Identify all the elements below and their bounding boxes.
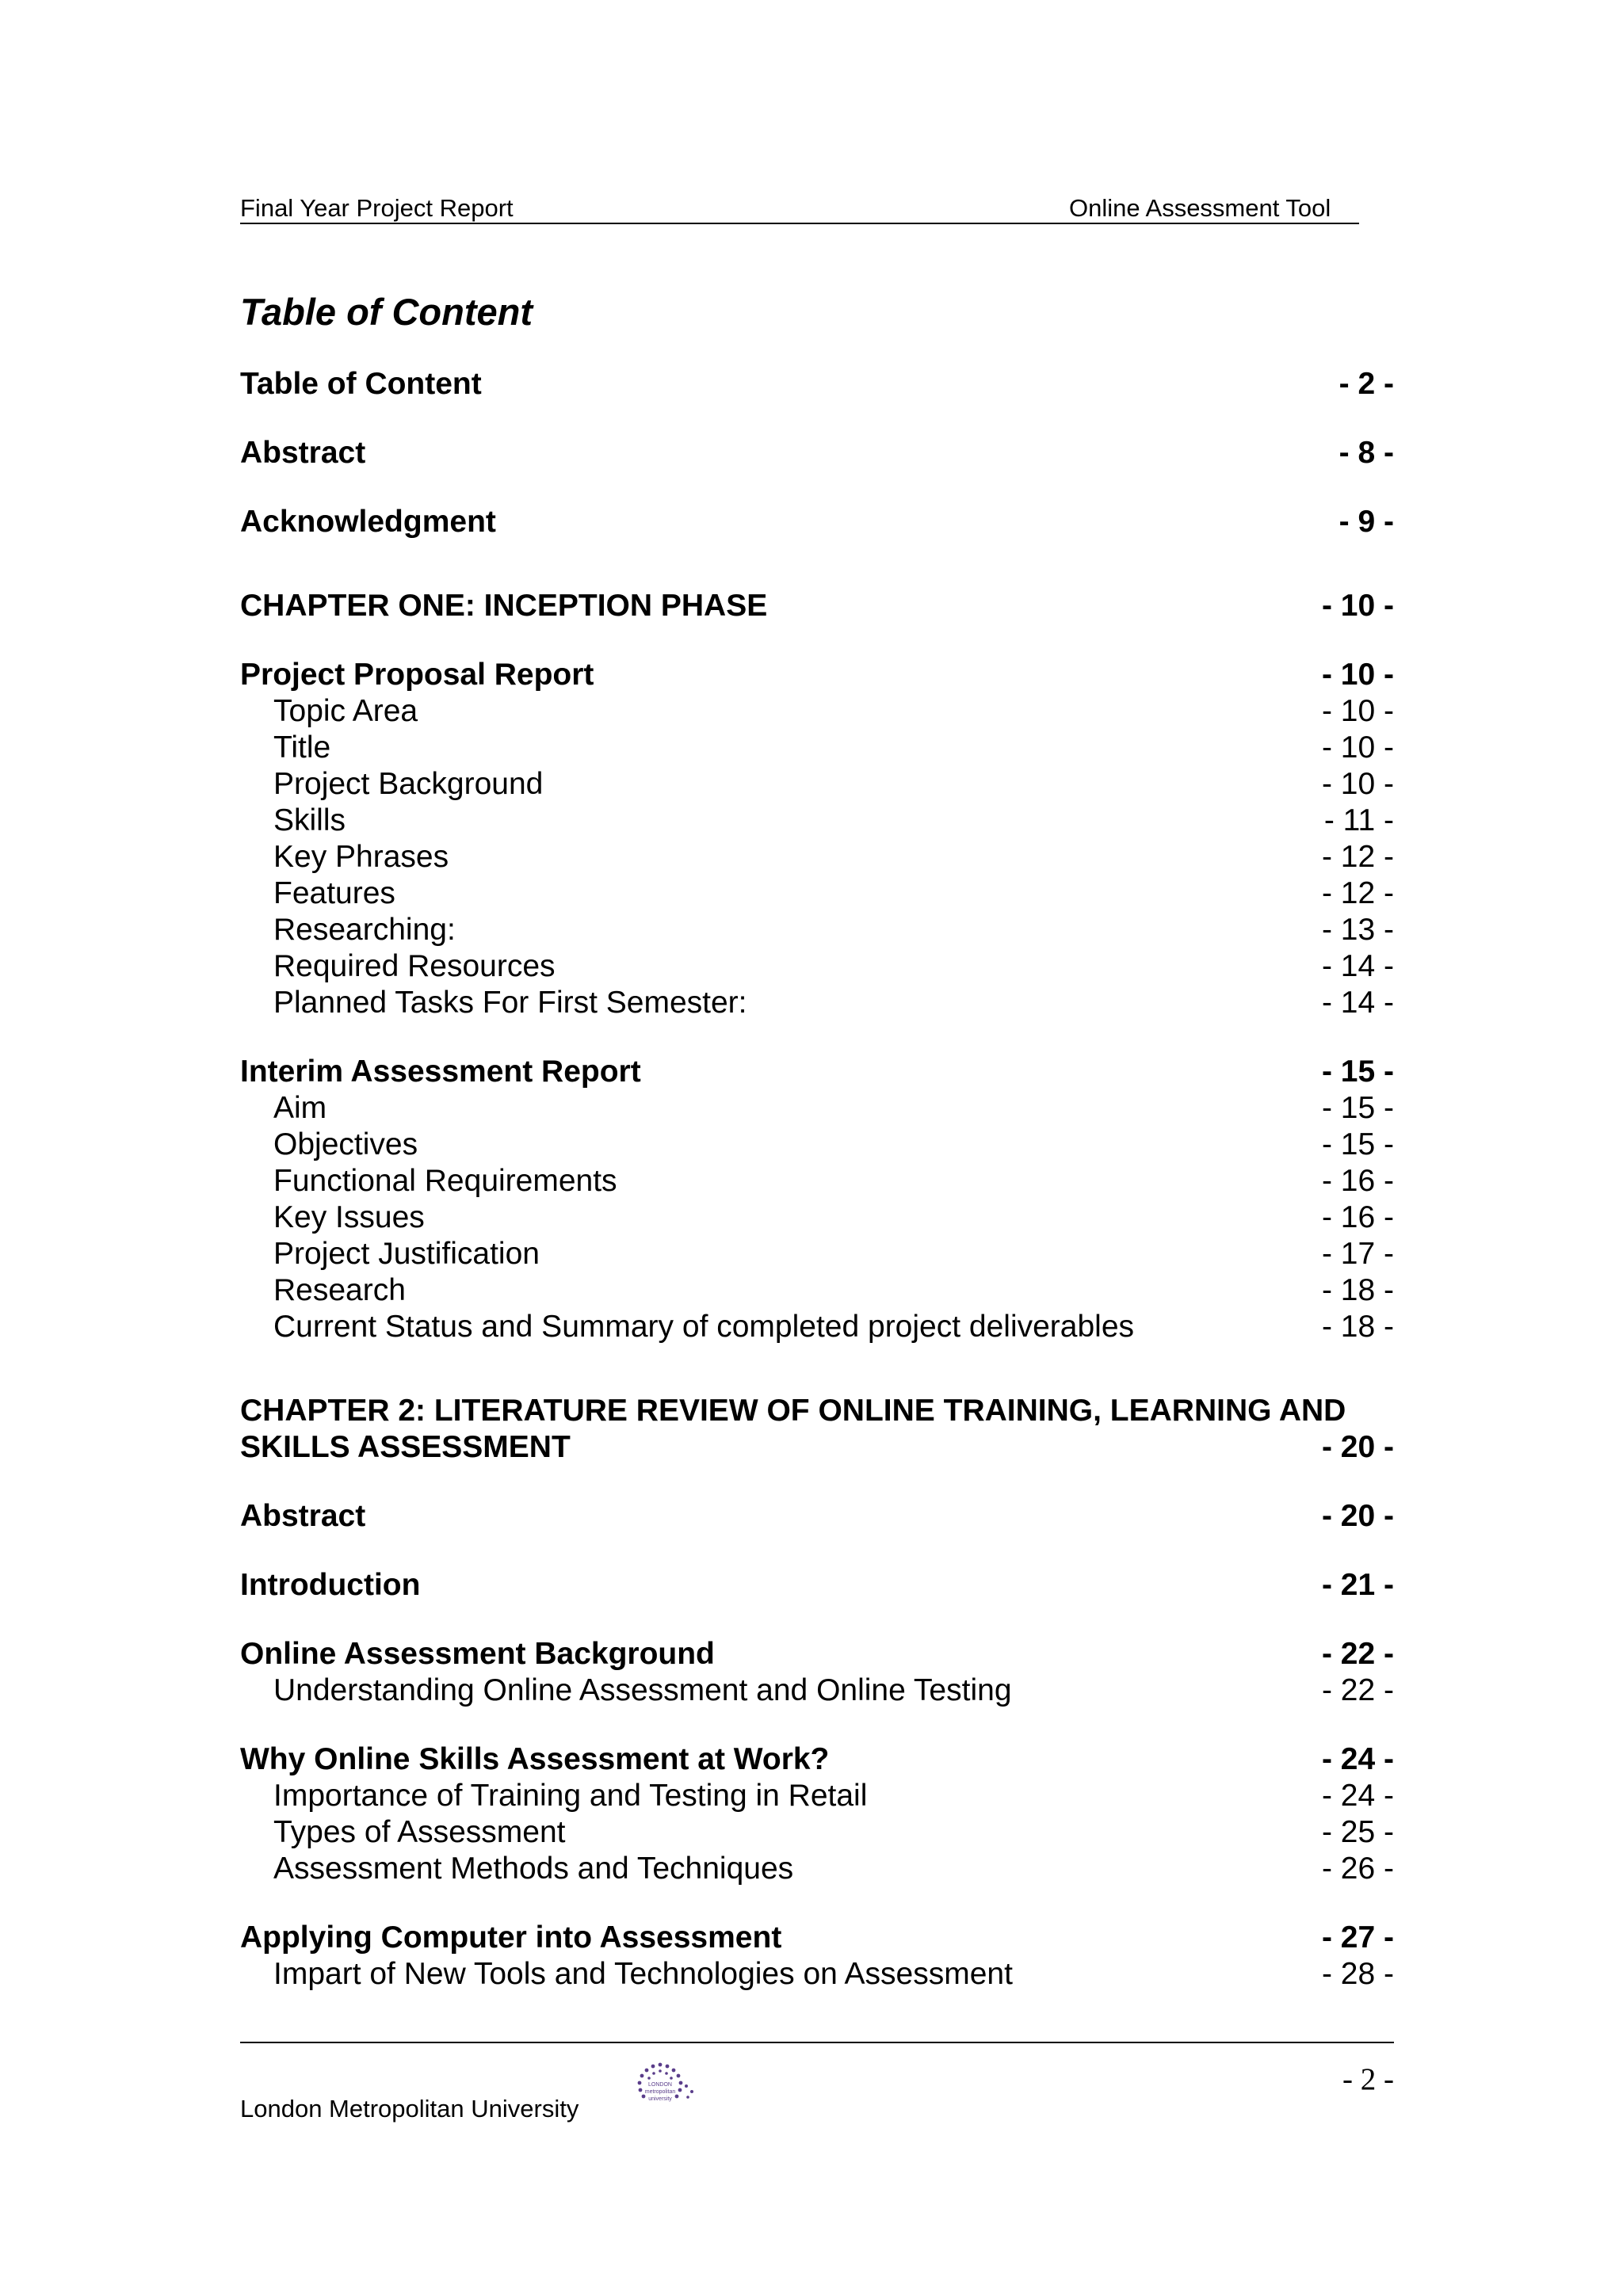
toc-entry-title: Abstract (240, 1499, 366, 1533)
toc-entry-title: Types of Assessment (273, 1815, 566, 1849)
toc-entry (240, 985, 1394, 1021)
toc-entry-page: - 27 - (1321, 1920, 1394, 1955)
toc-entry-title: SKILLS ASSESSMENT (240, 1430, 571, 1464)
toc-heading: Table of Content (240, 291, 533, 333)
toc-entry (240, 1636, 1394, 1672)
toc-entry-page: - 20 - (1321, 1499, 1394, 1533)
toc-entry-page: - 14 - (1321, 986, 1394, 1020)
toc-entry (240, 1498, 1394, 1535)
toc-entry-title: Objectives (273, 1127, 418, 1161)
header-left-text: Final Year Project Report (240, 194, 514, 222)
toc-entry-page: - 24 - (1321, 1742, 1394, 1776)
toc-entry-title: Planned Tasks For First Semester: (273, 986, 747, 1020)
toc-entry-title: Current Status and Summary of completed project deliverables (273, 1310, 1135, 1344)
toc-entry (240, 839, 1394, 875)
toc-entry-page: - 13 - (1321, 913, 1394, 947)
toc-entry-title: Project Background (273, 767, 544, 801)
toc-entry (240, 693, 1394, 730)
toc-entry-page: - 10 - (1321, 694, 1394, 728)
toc-entry-title: Why Online Skills Assessment at Work? (240, 1742, 830, 1776)
footer-university-name: London Metropolitan University (240, 2095, 579, 2122)
toc-entry (240, 1054, 1394, 1090)
toc-entry-page: - 24 - (1321, 1779, 1394, 1813)
toc-entry-title: CHAPTER ONE: INCEPTION PHASE (240, 589, 768, 623)
toc-entry (240, 1814, 1394, 1851)
toc-entry (240, 1741, 1394, 1778)
toc-entry-title: Interim Assessment Report (240, 1055, 641, 1089)
toc-entry-page: - 21 - (1321, 1568, 1394, 1602)
toc-entry-page: - 16 - (1321, 1164, 1394, 1198)
toc-entry (240, 1778, 1394, 1814)
svg-text:university: university (648, 2096, 672, 2102)
toc-entry-title: Key Issues (273, 1200, 425, 1234)
toc-entry-title: Understanding Online Assessment and Online Testing (273, 1673, 1012, 1707)
toc-entry (240, 366, 1394, 402)
toc-entry-title: CHAPTER 2: LITERATURE REVIEW OF ONLINE TRAINING, LEARNING AND (240, 1394, 1346, 1428)
toc-entry (240, 588, 1394, 624)
toc-entry-title: Functional Requirements (273, 1164, 617, 1198)
toc-entry (240, 1851, 1394, 1887)
toc-entry-title: Research (273, 1273, 406, 1307)
toc-entry-page: - 8 - (1338, 436, 1394, 470)
toc-entry (240, 1090, 1394, 1127)
toc-entry (240, 1920, 1394, 1956)
footer-rule (240, 2042, 1394, 2043)
toc-entry (240, 504, 1394, 540)
toc-entry-title: Topic Area (273, 694, 418, 728)
toc-entry-page: - 26 - (1321, 1852, 1394, 1886)
toc-entry-title: Features (273, 876, 395, 910)
toc-entry (240, 1163, 1394, 1199)
toc-entry-title: Assessment Methods and Techniques (273, 1852, 794, 1886)
toc-entry (240, 435, 1394, 471)
toc-entry-page: - 12 - (1321, 876, 1394, 910)
toc-entry-page: - 15 - (1321, 1127, 1394, 1161)
page-number: - 2 - (1342, 2062, 1394, 2096)
toc-entry-page: - 2 - (1338, 367, 1394, 401)
toc-entry-title: Aim (273, 1091, 327, 1125)
toc-entry (240, 1127, 1394, 1163)
toc-entry-title: Required Resources (273, 949, 556, 983)
university-logo-icon (617, 2060, 704, 2115)
toc-entry-page: - 10 - (1321, 767, 1394, 801)
toc-entry-page: - 15 - (1321, 1091, 1394, 1125)
toc-entry-title: Acknowledgment (240, 505, 496, 539)
toc-entry-title: Title (273, 730, 331, 765)
toc-entry-page: - 22 - (1321, 1673, 1394, 1707)
toc-entry-title: Impart of New Tools and Technologies on Assessment (273, 1957, 1013, 1991)
toc-entry-title: Project Proposal Report (240, 658, 594, 692)
toc-entry-title: Online Assessment Background (240, 1637, 715, 1671)
svg-text:metropolitan: metropolitan (644, 2089, 676, 2095)
toc-entry (240, 948, 1394, 985)
toc-entry-page: - 9 - (1338, 505, 1394, 539)
toc-entry (240, 1672, 1394, 1709)
toc-entry (240, 1272, 1394, 1309)
toc-entry-title: Project Justification (273, 1237, 540, 1271)
toc-entry-page: - 10 - (1321, 730, 1394, 765)
toc-entry (240, 912, 1394, 948)
toc-entry (240, 730, 1394, 766)
toc-entry (240, 1956, 1394, 1993)
toc-entry-page: - 16 - (1321, 1200, 1394, 1234)
toc-entry-page: - 14 - (1321, 949, 1394, 983)
toc-entry-title: Researching: (273, 913, 456, 947)
toc-entry-page: - 17 - (1321, 1237, 1394, 1271)
toc-entry-title: Key Phrases (273, 840, 449, 874)
toc-entry-title: Importance of Training and Testing in Retail (273, 1779, 868, 1813)
toc-entry-page: - 18 - (1321, 1310, 1394, 1344)
running-header (240, 194, 1359, 224)
toc-entry-page: - 10 - (1321, 658, 1394, 692)
toc-entry-title: Abstract (240, 436, 366, 470)
toc-entry (240, 657, 1394, 693)
toc-entry-title: Applying Computer into Assessment (240, 1920, 782, 1955)
toc-entry-page: - 15 - (1321, 1055, 1394, 1089)
toc-entry-page: - 10 - (1321, 589, 1394, 623)
toc-entry-page: - 28 - (1321, 1957, 1394, 1991)
header-right-text: Online Assessment Tool (1069, 194, 1331, 222)
toc-entry (240, 1309, 1394, 1345)
toc-entry-page: - 20 - (1321, 1430, 1394, 1464)
toc-entry-title: Introduction (240, 1568, 421, 1602)
toc-entry-page: - 18 - (1321, 1273, 1394, 1307)
toc-entry-page: - 12 - (1321, 840, 1394, 874)
toc-entry (240, 1567, 1394, 1604)
toc-entry (240, 1236, 1394, 1272)
svg-text:LONDON: LONDON (648, 2082, 672, 2088)
toc-entry-title: Table of Content (240, 367, 482, 401)
toc-entry (240, 875, 1394, 912)
toc-entry-page: - 11 - (1323, 803, 1394, 837)
toc-entry-page: - 25 - (1321, 1815, 1394, 1849)
toc-entry (240, 1429, 1394, 1466)
toc-entry-page: - 22 - (1321, 1637, 1394, 1671)
toc-entry (240, 803, 1394, 839)
toc-entry-title: Skills (273, 803, 346, 837)
toc-entry (240, 1393, 1394, 1429)
toc-entry (240, 1199, 1394, 1236)
toc-entry (240, 766, 1394, 803)
